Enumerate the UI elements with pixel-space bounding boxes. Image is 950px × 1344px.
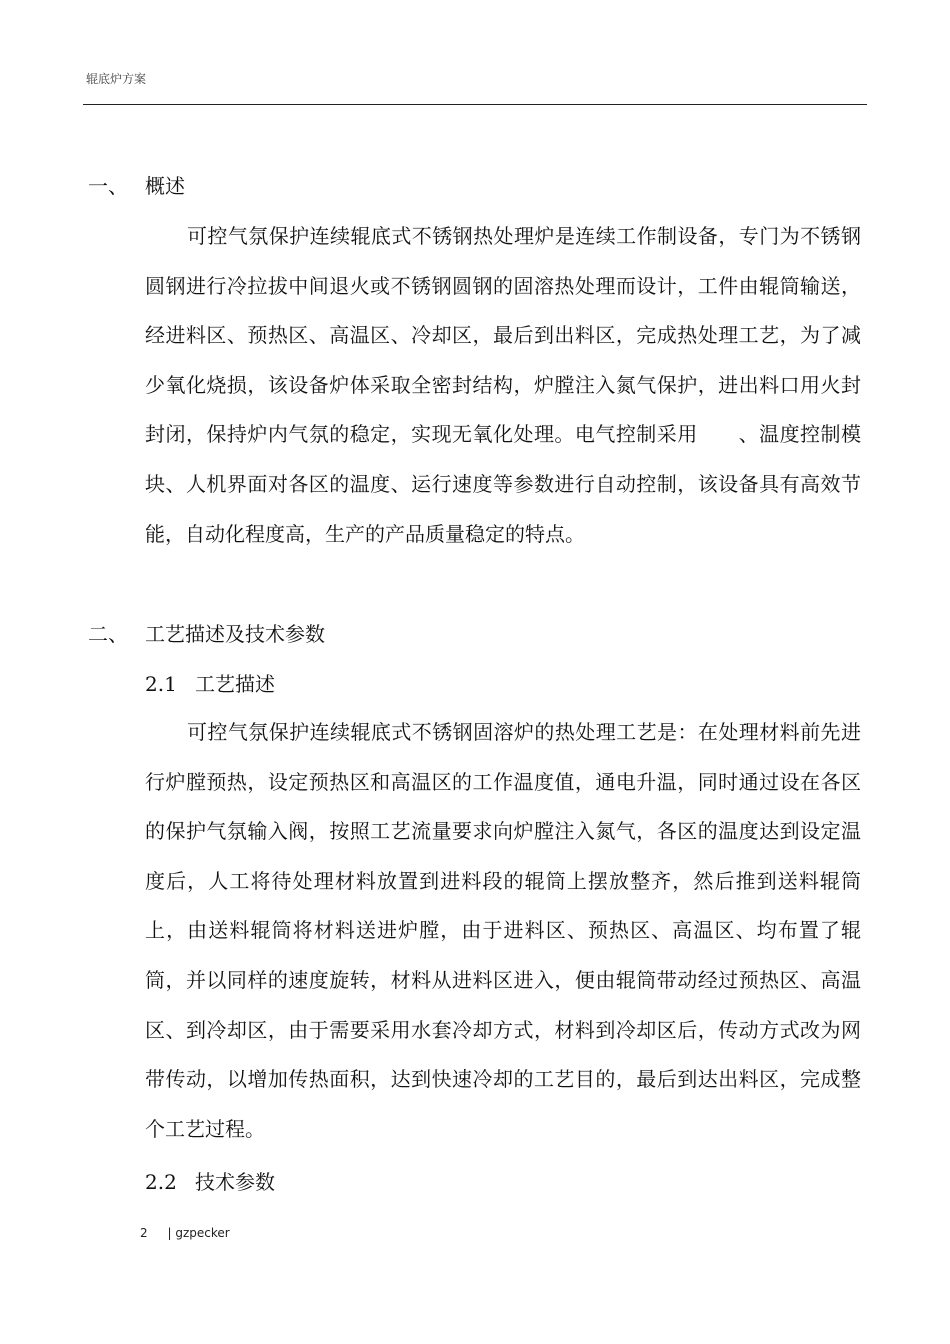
- section-heading-process: [88, 620, 488, 648]
- page-number: 2: [140, 1226, 148, 1240]
- subsection-title: 工艺描述: [195, 672, 275, 696]
- subsection-number: 2.1: [145, 672, 177, 696]
- subsection-heading-technical-parameters: [145, 1168, 445, 1196]
- subsection-number: 2.2: [145, 1170, 177, 1194]
- subsection-heading-process-description: [145, 670, 445, 698]
- section-title: 概述: [145, 174, 185, 198]
- footer-author: gzpecker: [175, 1226, 230, 1240]
- running-header: 辊底炉方案: [86, 72, 147, 86]
- section-number: 一、: [88, 174, 128, 198]
- section-heading-overview: [88, 172, 388, 200]
- footer-separator: |: [167, 1226, 172, 1240]
- overview-paragraph: 可控气氛保护连续辊底式不锈钢热处理炉是连续工作制设备，专门为不锈钢圆钢进行冷拉拔中间退火或不锈钢圆钢的固溶热处理而设计，工件由辊筒输送，经进料区、预热区、高温区、冷却区，最后到出料区，完成热处理工艺，为了减少氧化烧损，该设备炉体采取全密封结构，炉膛注入氮气保护，进出料口用火封封闭，保持炉内气氛的稳定，实现无氧化处理。电气控制采用 、温度控制模块、人机界面对各区的温度、运行速度等参数进行自动控制，该设备具有高效节能，自动化程度高，生产的产品质量稳定的特点。: [145, 224, 861, 546]
- subsection-title: 技术参数: [195, 1170, 275, 1194]
- process-description-paragraph: 可控气氛保护连续辊底式不锈钢固溶炉的热处理工艺是：在处理材料前先进行炉膛预热，设定预热区和高温区的工作温度值，通电升温，同时通过设在各区的保护气氛输入阀，按照工艺流量要求向炉膛注入氮气，各区的温度达到设定温度后，人工将待处理材料放置到进料段的辊筒上摆放整齐，然后推到送料辊筒上，由送料辊筒将材料送进炉膛，由于进料区、预热区、高温区、均布置了辊筒，并以同样的速度旋转，材料从进料区进入，便由辊筒带动经过预热区、高温区、到冷却区，由于需要采用水套冷却方式，材料到冷却区后，传动方式改为网带传动，以增加传热面积，达到快速冷却的工艺目的，最后到达出料区，完成整个工艺过程。: [145, 720, 861, 1141]
- section-title: 工艺描述及技术参数: [145, 622, 325, 646]
- page-footer: [140, 1226, 230, 1240]
- header-divider: [83, 104, 867, 105]
- section-number: 二、: [88, 622, 128, 646]
